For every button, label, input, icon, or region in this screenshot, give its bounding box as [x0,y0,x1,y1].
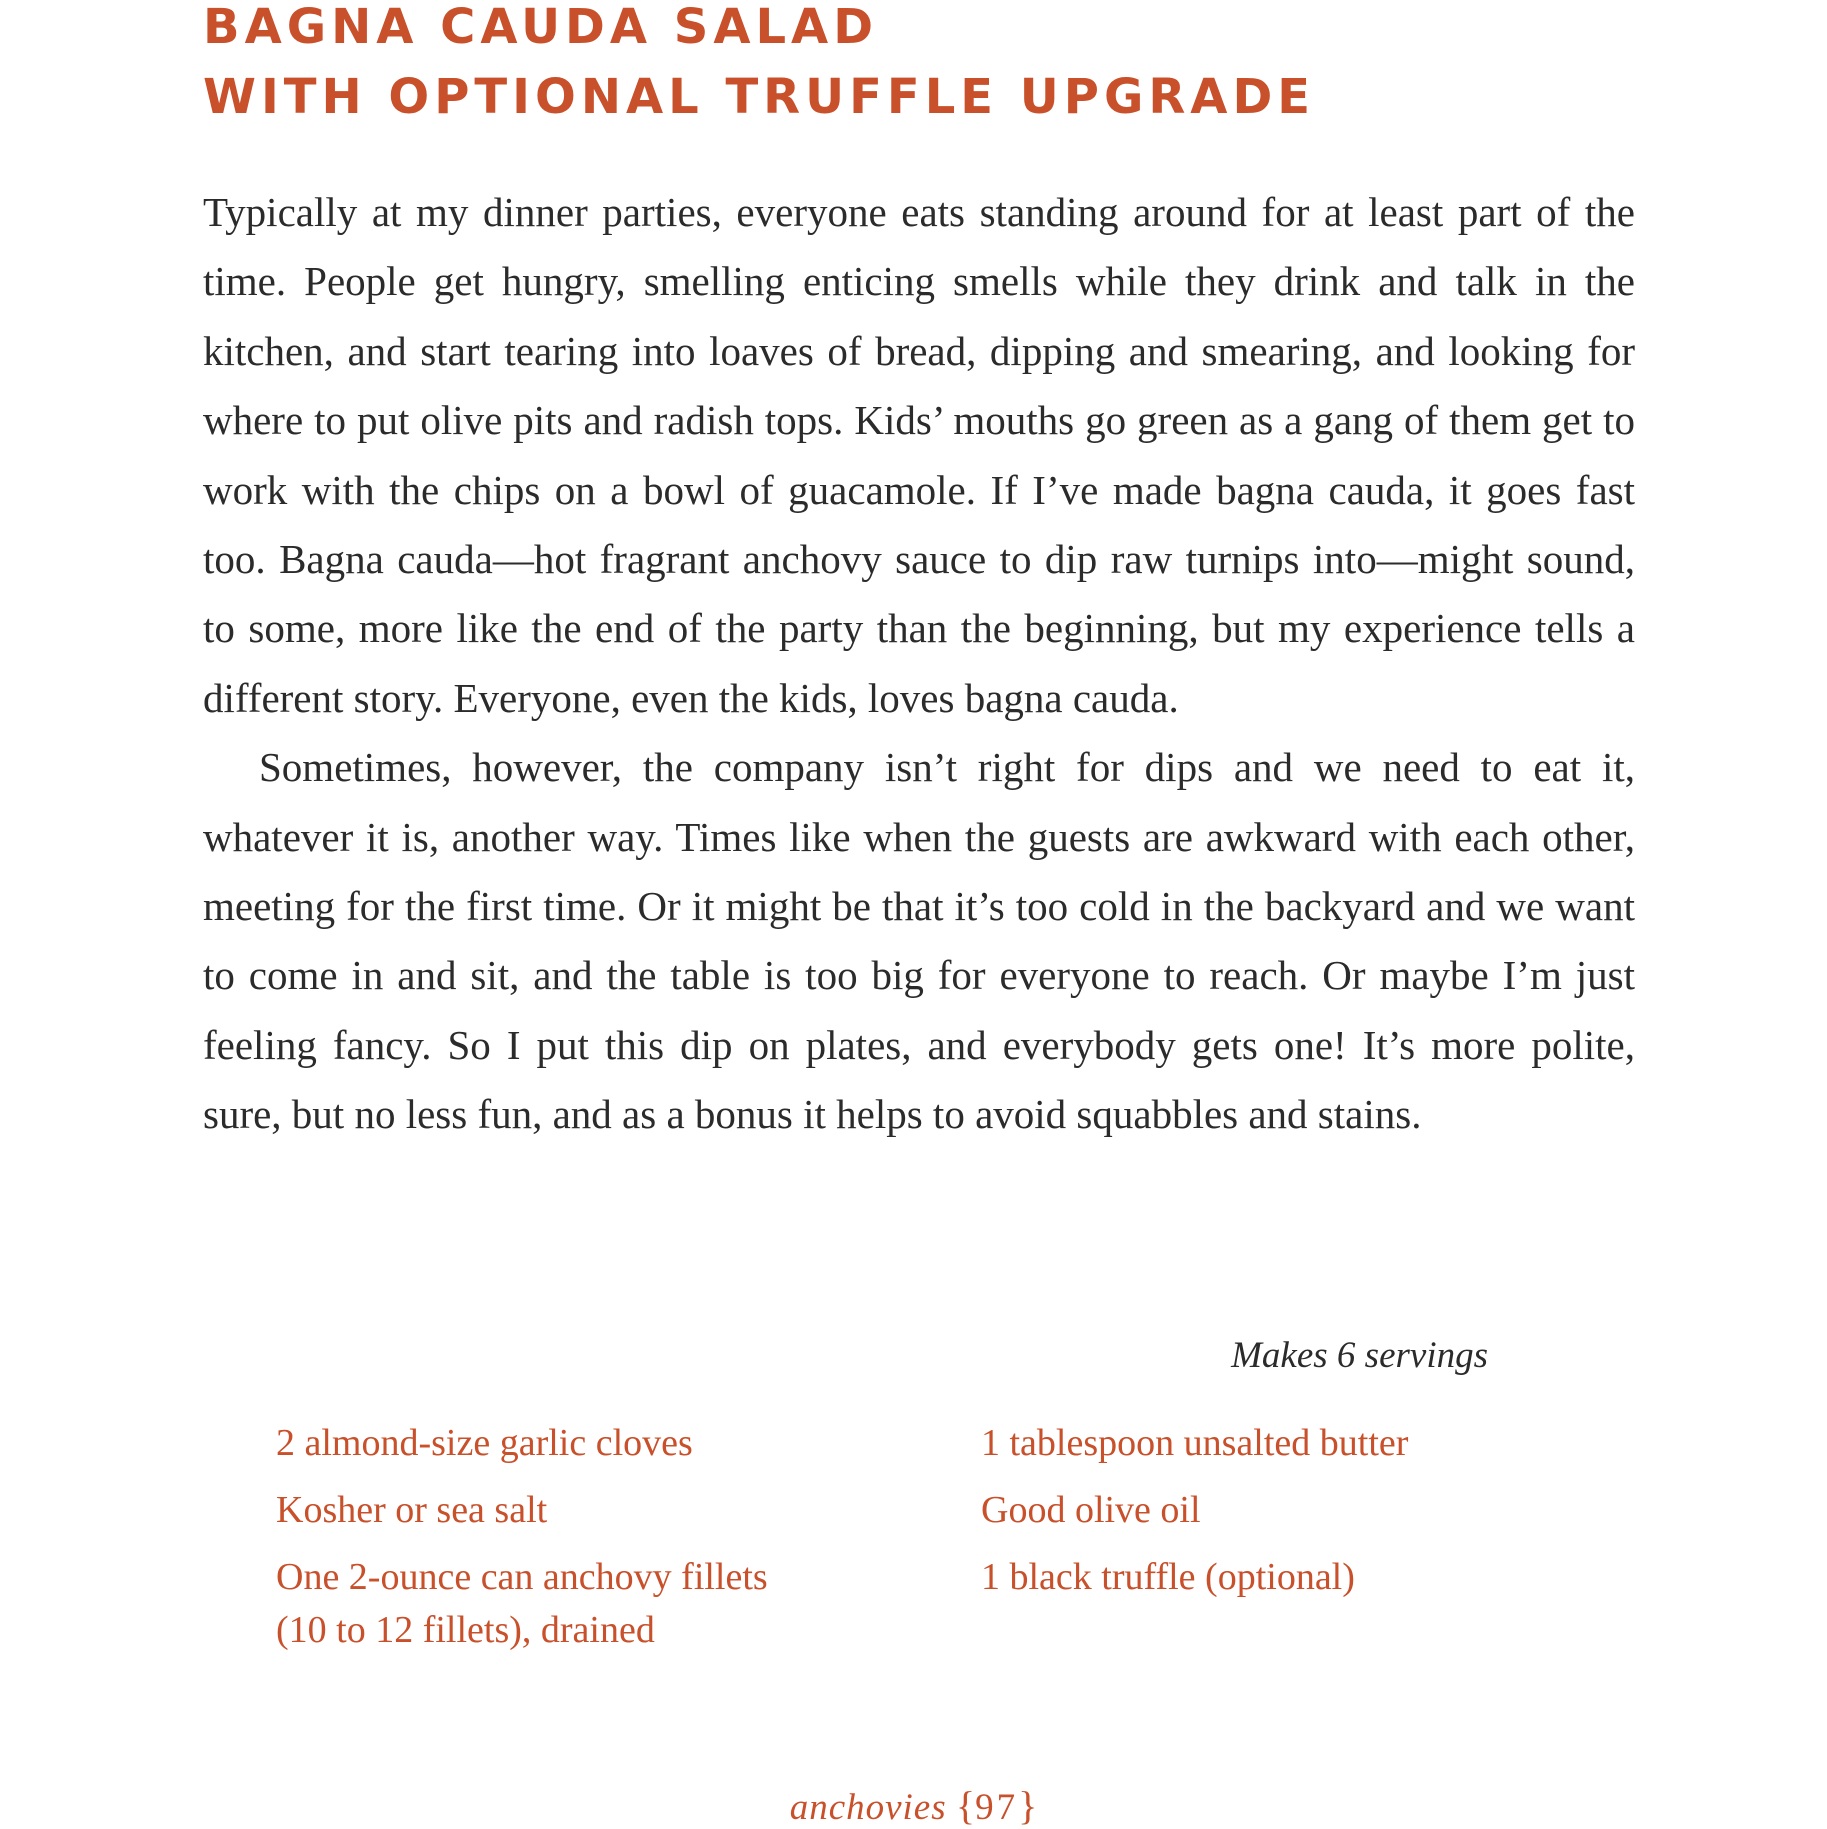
footer-section-name: anchovies [789,1787,947,1828]
ingredient-item: 1 black truffle (optional) [981,1556,1355,1598]
ingredient-list-left [276,1417,768,1657]
ingredient-item: Kosher or sea salt [276,1489,548,1531]
ingredient-line-1: One 2-ounce can anchovy fillets [276,1556,768,1598]
ingredient-line-2: (10 to 12 fillets), drained [276,1609,655,1651]
page-number: 97 [975,1787,1019,1828]
recipe-title [203,0,1315,132]
ingredient-item: 2 almond-size garlic cloves [276,1422,693,1464]
intro-paragraph-1: Typically at my dinner parties, everyone eats standing around for at least part of the time. People get hungry, smelling enticing smells while they drink and talk in the kitchen, and start tearing into loaves of bread, dipping and smearing, and looking for where to put olive pits and radish tops. Kids’ mouths go green as a gang of them get to work with the chips on a bowl of guacamole. If I’ve made bagna cauda, it goes fast too. Bagna cauda—hot fragrant anchovy sauce to dip raw turnips into—might sound, to some, more like the end of the party than the beginning, but my experience tells a different story. Everyone, even the kids, loves bagna cauda. [203,189,1635,721]
intro-paragraph-2: Sometimes, however, the company isn’t right for dips and we need to eat it, whatever it is, another way. Times like when the guests are awkward with each other, meeting for the first time. Or it might be that it’s too cold in the backyard and we want to come in and sit, and the table is too big for everyone to reach. Or maybe I’m just feeling fancy. So I put this dip on plates, and everybody gets one! It’s more polite, sure, but no less fun, and as a bonus it helps to avoid squabbles and stains. [203,744,1635,1138]
ingredient-list-right [981,1417,1408,1618]
ingredient-item: Good olive oil [981,1489,1201,1531]
recipe-introduction [203,178,1635,1150]
footer-open-brace: { [955,1783,976,1828]
footer-close-brace: } [1018,1783,1038,1828]
recipe-title-line-1: BAGNA CAUDA SALAD [203,0,879,55]
ingredient-item [276,1551,768,1657]
recipe-yield: Makes 6 servings [1231,1335,1488,1376]
ingredient-item: 1 tablespoon unsalted butter [981,1422,1409,1464]
page-footer [0,1782,1827,1829]
recipe-title-line-2: WITH OPTIONAL TRUFFLE UPGRADE [203,69,1316,125]
